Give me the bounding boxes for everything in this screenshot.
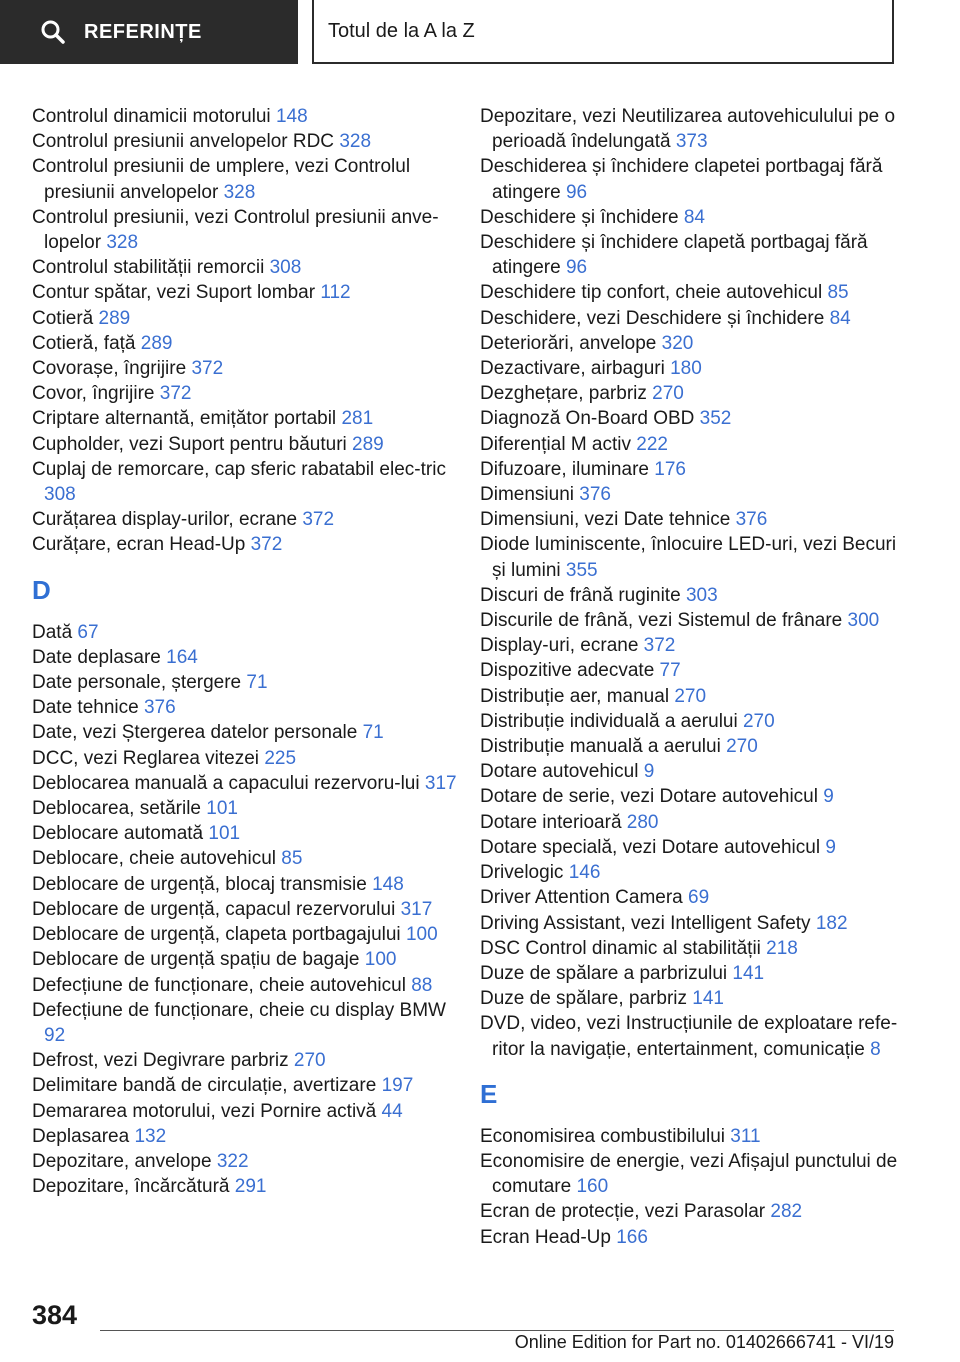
index-entry-text: Date deplasare — [32, 646, 167, 668]
index-entry — [480, 860, 900, 885]
index-entry-text: Covor, îngrijire — [32, 383, 160, 405]
index-entry — [480, 684, 900, 709]
index-entry-text: Deschidere și închidere clapetă portbagaj fără atingere — [480, 232, 868, 279]
index-entry-text: Deschidere tip confort, cheie autovehicul — [480, 282, 828, 304]
index-entry — [32, 406, 462, 431]
index-entry-text: Controlul presiunii anvelopelor RDC — [32, 131, 340, 153]
index-page-link[interactable]: 222 — [636, 433, 668, 455]
index-entry — [32, 897, 462, 922]
index-entry — [480, 759, 900, 784]
index-entry — [480, 961, 900, 986]
index-page-link[interactable]: 352 — [699, 408, 732, 430]
index-entry — [480, 507, 900, 532]
index-page-link[interactable]: 100 — [405, 924, 438, 946]
index-entry-text: Drivelogic — [480, 862, 569, 884]
index-entry — [480, 154, 900, 204]
index-letter-heading: E — [480, 1078, 498, 1109]
index-entry-text: Demararea motorului, vezi Pornire activă — [32, 1100, 382, 1122]
index-entry-text: Dată — [32, 621, 78, 643]
index-entry-text: Distribuție aer, manual — [480, 685, 675, 707]
index-page-link[interactable]: 132 — [134, 1125, 167, 1147]
index-entry-text: Deblocarea, setările — [32, 798, 207, 820]
index-page-link[interactable]: 308 — [44, 484, 76, 506]
index-entry-text: Dezactivare, airbaguri — [480, 358, 671, 380]
index-entry — [480, 1011, 900, 1061]
index-entry — [480, 406, 900, 431]
index-entry-text: Date, vezi Ștergerea datelor personale — [32, 722, 363, 744]
index-page-link[interactable]: 372 — [159, 383, 192, 405]
index-page-link[interactable]: 270 — [742, 710, 775, 732]
index-entry — [32, 129, 462, 154]
index-entry — [480, 280, 900, 305]
index-entry — [32, 746, 462, 771]
index-entry — [32, 306, 462, 331]
index-entry-text: Discuri de frână ruginite — [480, 584, 686, 606]
index-entry — [480, 911, 900, 936]
index-entry-text: Delimitare bandă de circulație, avertizare — [32, 1075, 382, 1097]
index-page-link[interactable]: 101 — [206, 798, 238, 820]
index-entry — [32, 796, 462, 821]
index-entry — [480, 1149, 900, 1199]
index-entry-text: Driving Assistant, vezi Intelligent Safety — [480, 912, 816, 934]
index-entry — [32, 872, 462, 897]
index-entry — [480, 1124, 900, 1149]
index-entry — [480, 457, 900, 482]
index-page-link[interactable]: 77 — [659, 660, 681, 682]
index-entry-text: Dezghețare, parbriz — [480, 383, 653, 405]
index-entry — [32, 104, 462, 129]
index-entry — [32, 356, 462, 381]
index-page-link[interactable]: 44 — [381, 1100, 403, 1122]
index-entry-text: Deteriorări, anvelope — [480, 332, 662, 354]
index-entry-text: Deschidere, vezi Deschidere și închidere — [480, 307, 830, 329]
index-entry — [32, 771, 462, 796]
index-entry — [32, 381, 462, 406]
index-entry-text: Dimensiuni, vezi Date tehnice — [480, 509, 736, 531]
index-page-link[interactable]: 372 — [643, 635, 676, 657]
index-entry — [32, 947, 462, 972]
index-entry — [480, 885, 900, 910]
index-entry — [32, 821, 462, 846]
index-page-link[interactable]: 9 — [823, 786, 834, 808]
index-page-link[interactable]: 85 — [281, 848, 303, 870]
index-entry — [32, 1149, 462, 1174]
index-entry — [32, 973, 462, 998]
search-icon — [40, 19, 66, 45]
index-entry-text: Covorașe, îngrijire — [32, 358, 192, 380]
index-page-link[interactable]: 320 — [661, 332, 694, 354]
index-entry-text: Controlul presiunii, vezi Controlul presiunii anve-lopelor — [32, 206, 439, 254]
footer-divider — [100, 1330, 894, 1331]
index-entry-text: Diferențial M activ — [480, 433, 637, 455]
index-page-link[interactable]: 317 — [424, 772, 457, 794]
index-entry — [480, 432, 900, 457]
index-entry — [480, 104, 900, 154]
index-entry — [32, 846, 462, 871]
index-entry — [480, 1225, 900, 1250]
index-entry-text: Controlul dinamicii motorului — [32, 106, 276, 127]
index-entry — [32, 620, 462, 645]
index-entry-text: Deblocarea manuală a capacului rezervoru-lui — [32, 772, 425, 794]
index-entry — [32, 720, 462, 745]
index-page-link[interactable]: 376 — [143, 697, 176, 719]
index-entry — [32, 255, 462, 280]
index-page-link[interactable]: 71 — [246, 672, 268, 694]
index-page-link[interactable]: 372 — [191, 358, 224, 380]
index-page-link[interactable]: 289 — [352, 433, 384, 455]
index-entry — [480, 230, 900, 280]
index-entry-text: Display-uri, ecrane — [480, 635, 644, 657]
index-entry-text: Curățare, ecran Head-Up — [32, 534, 251, 556]
index-entry-text: Date tehnice — [32, 697, 144, 719]
index-entry-text: Cuplaj de remorcare, cap sferic rabatabil elec-tric — [32, 458, 446, 480]
index-page-link[interactable]: 289 — [98, 307, 131, 329]
index-entry — [32, 507, 462, 532]
index-entry — [32, 645, 462, 670]
index-page-link[interactable]: 176 — [654, 458, 686, 480]
index-entry-text: Distribuție manuală a aerului — [480, 736, 727, 758]
index-entry-text: Diode luminiscente, înlocuire LED-uri, vezi Becuri și lumini — [480, 534, 897, 581]
index-entry — [32, 695, 462, 720]
index-entry — [480, 784, 900, 809]
index-entry — [32, 670, 462, 695]
index-page-link[interactable]: 373 — [675, 131, 708, 153]
index-page-link[interactable]: 270 — [652, 383, 684, 405]
index-entry-text: Economisire de energie, vezi Afișajul punctului de comutare — [480, 1150, 898, 1198]
index-entry-text: Deplasarea — [32, 1125, 135, 1147]
index-entry — [480, 835, 900, 860]
index-entry-text: Dimensiuni — [480, 484, 580, 506]
index-entry — [480, 658, 900, 683]
index-entry-text: Dotare autovehicul — [480, 761, 644, 783]
index-page-link[interactable]: 69 — [688, 887, 710, 909]
index-page-link[interactable]: 300 — [847, 610, 880, 632]
page-header — [0, 0, 960, 66]
index-entry — [480, 986, 900, 1011]
index-entry — [32, 280, 462, 305]
index-entry — [480, 810, 900, 835]
index-page-link[interactable]: 328 — [106, 232, 139, 254]
index-entry — [480, 356, 900, 381]
index-page-link[interactable]: 141 — [692, 988, 724, 1010]
index-entry — [32, 1124, 462, 1149]
index-page-link[interactable]: 328 — [223, 181, 256, 203]
index-page-link[interactable]: 148 — [275, 106, 308, 127]
index-entry — [480, 1199, 900, 1224]
index-page-link[interactable]: 8 — [870, 1038, 881, 1060]
index-entry — [32, 922, 462, 947]
index-page-link[interactable]: 85 — [827, 282, 849, 304]
index-entry-text: Duze de spălare, parbriz — [480, 988, 693, 1010]
index-page-link[interactable]: 166 — [616, 1226, 648, 1248]
index-letter-heading: D — [32, 574, 51, 605]
index-entry-text: Economisirea combustibilului — [480, 1125, 731, 1147]
index-page-link[interactable]: 308 — [269, 257, 302, 279]
index-entry-text: Depozitare, încărcătură — [32, 1176, 235, 1198]
index-entry-text: Depozitare, vezi Neutilizarea autovehiculului pe o perioadă îndelungată — [480, 106, 896, 153]
index-entry-text: Deschidere și închidere — [480, 206, 684, 228]
index-entry-text: Dotare specială, vezi Dotare autovehicul — [480, 836, 826, 858]
index-entry-text: Deblocare, cheie autovehicul — [32, 848, 282, 870]
index-page-link[interactable]: 164 — [166, 646, 198, 668]
index-entry-text: Deblocare automată — [32, 823, 209, 845]
index-column-right — [480, 104, 900, 1250]
index-page-link[interactable]: 160 — [576, 1176, 609, 1198]
index-page-link[interactable]: 182 — [815, 912, 848, 934]
index-entry-text: Deblocare de urgență, clapeta portbagajului — [32, 924, 406, 946]
index-entry-text: Ecran de protecție, vezi Parasolar — [480, 1201, 771, 1223]
index-entry-text: Controlul presiunii de umplere, vezi Controlul presiunii anvelopelor — [32, 156, 411, 203]
index-entry-text: Driver Attention Camera — [480, 887, 689, 909]
index-page-link[interactable]: 328 — [339, 131, 372, 153]
index-entry — [480, 205, 900, 230]
index-entry-text: Distribuție individuală a aerului — [480, 710, 743, 732]
index-entry — [32, 1174, 462, 1199]
index-entry — [480, 936, 900, 961]
index-page-link[interactable]: 218 — [766, 937, 798, 959]
index-entry — [480, 306, 900, 331]
index-page-link[interactable]: 270 — [293, 1050, 326, 1072]
index-entry-text: Contur spătar, vezi Suport lombar — [32, 282, 321, 304]
index-column-left — [32, 104, 462, 1199]
index-entry-text: Difuzoare, iluminare — [480, 458, 655, 480]
index-entry-text: Controlul stabilității remorcii — [32, 257, 270, 279]
index-entry-text: Cotieră — [32, 307, 99, 329]
index-page-link[interactable]: 96 — [565, 257, 588, 279]
index-page-link[interactable]: 303 — [685, 584, 718, 606]
index-entry-text: Ecran Head-Up — [480, 1226, 617, 1248]
index-page-link[interactable]: 311 — [730, 1125, 761, 1147]
index-page-link[interactable]: 88 — [411, 974, 433, 996]
index-page-link[interactable]: 281 — [341, 408, 374, 430]
index-entry-text: Dispozitive adecvate — [480, 660, 660, 682]
footer-edition: Online Edition for Part no. 01402666741 - VI/19 — [514, 1332, 894, 1352]
index-page-link[interactable]: 67 — [77, 621, 99, 643]
index-entry-text: DVD, video, vezi Instrucțiunile de exploatare refe-ritor la navigație, entertainment, comunicație — [480, 1013, 898, 1060]
index-entry — [480, 532, 900, 582]
index-entry — [32, 532, 462, 557]
index-entry-text: Curățarea display-urilor, ecrane — [32, 509, 303, 531]
index-entry-text: Defecțiune de funcționare, cheie autovehicul — [32, 974, 412, 996]
index-entry — [480, 633, 900, 658]
index-page-link[interactable]: 372 — [302, 509, 335, 531]
chapter-title: Totul de la A la Z — [328, 19, 475, 42]
index-entry — [32, 331, 462, 356]
index-page-link[interactable]: 180 — [670, 358, 702, 380]
index-entry-text: Cupholder, vezi Suport pentru băuturi — [32, 433, 353, 455]
index-entry — [32, 205, 462, 255]
index-entry-text: Criptare alternantă, emițător portabil — [32, 408, 342, 430]
index-entry — [32, 154, 462, 204]
index-entry — [32, 1048, 462, 1073]
index-page-link[interactable]: 100 — [364, 949, 397, 971]
index-entry-text: Deschiderea și închidere clapetei portbagaj fără atingere — [480, 156, 883, 203]
index-entry-text: Deblocare de urgență, blocaj transmisie — [32, 873, 373, 895]
index-entry — [480, 583, 900, 608]
index-entry — [480, 331, 900, 356]
index-entry — [480, 482, 900, 507]
index-entry-text: Diagnoză On-Board OBD — [480, 408, 700, 430]
index-entry-text: Duze de spălare a parbrizului — [480, 962, 733, 984]
index-entry-text: Defrost, vezi Degivrare parbriz — [32, 1050, 294, 1072]
index-page-link[interactable]: 317 — [400, 898, 433, 920]
index-page-link[interactable]: 376 — [735, 509, 768, 531]
index-page-link[interactable]: 270 — [726, 736, 758, 758]
index-page-link[interactable]: 270 — [674, 685, 707, 707]
index-page-link[interactable]: 355 — [565, 559, 598, 581]
index-page-link[interactable]: 9 — [643, 761, 655, 783]
index-entry — [32, 1073, 462, 1098]
index-page-link[interactable]: 282 — [770, 1201, 803, 1223]
index-page-link[interactable]: 322 — [216, 1150, 249, 1172]
index-page-link[interactable]: 96 — [565, 181, 588, 203]
index-page-link[interactable]: 92 — [44, 1024, 66, 1046]
index-entry-text: Defecțiune de funcționare, cheie cu display BMW — [32, 999, 446, 1021]
index-entry-text: Cotieră, față — [32, 332, 141, 354]
index-entry-text: Deblocare de urgență, capacul rezervorului — [32, 898, 401, 920]
index-page-link[interactable]: 101 — [208, 823, 241, 845]
index-entry — [480, 734, 900, 759]
chapter-title-tab — [312, 0, 894, 64]
index-page-link[interactable]: 291 — [234, 1176, 267, 1198]
index-page-link[interactable]: 112 — [320, 282, 351, 304]
index-entry-text: Date personale, ștergere — [32, 672, 247, 694]
index-page-link[interactable]: 84 — [683, 206, 705, 228]
references-tab[interactable] — [0, 0, 298, 64]
index-page-link[interactable]: 141 — [732, 962, 765, 984]
index-entry — [480, 709, 900, 734]
index-page-link[interactable]: 280 — [626, 811, 659, 833]
index-entry-text: Discurile de frână, vezi Sistemul de frânare — [480, 610, 848, 632]
index-entry — [32, 1099, 462, 1124]
index-page-link[interactable]: 9 — [825, 836, 836, 858]
index-entry — [32, 457, 462, 507]
index-page-link[interactable]: 225 — [264, 747, 297, 769]
index-page-link[interactable]: 372 — [250, 534, 283, 556]
index-entry — [32, 998, 462, 1048]
index-page-link[interactable]: 71 — [362, 722, 384, 744]
index-page-link[interactable]: 376 — [579, 484, 611, 506]
index-page-link[interactable]: 197 — [381, 1075, 414, 1097]
index-entry-text: Depozitare, anvelope — [32, 1150, 217, 1172]
references-label: REFERINȚE — [84, 20, 202, 43]
index-entry-text: Dotare interioară — [480, 811, 627, 833]
index-entry-text: DSC Control dinamic al stabilității — [480, 937, 767, 959]
index-page-link[interactable]: 148 — [372, 873, 404, 895]
page-number: 384 — [32, 1300, 78, 1330]
index-entry — [480, 381, 900, 406]
index-entry — [480, 608, 900, 633]
index-page-link[interactable]: 289 — [140, 332, 173, 354]
index-page-link[interactable]: 84 — [829, 307, 851, 329]
index-page-link[interactable]: 146 — [568, 862, 601, 884]
index-entry-text: Dotare de serie, vezi Dotare autovehicul — [480, 786, 824, 808]
index-entry-text: DCC, vezi Reglarea vitezei — [32, 747, 265, 769]
index-entry — [32, 432, 462, 457]
index-entry-text: Deblocare de urgență spațiu de bagaje — [32, 949, 365, 971]
